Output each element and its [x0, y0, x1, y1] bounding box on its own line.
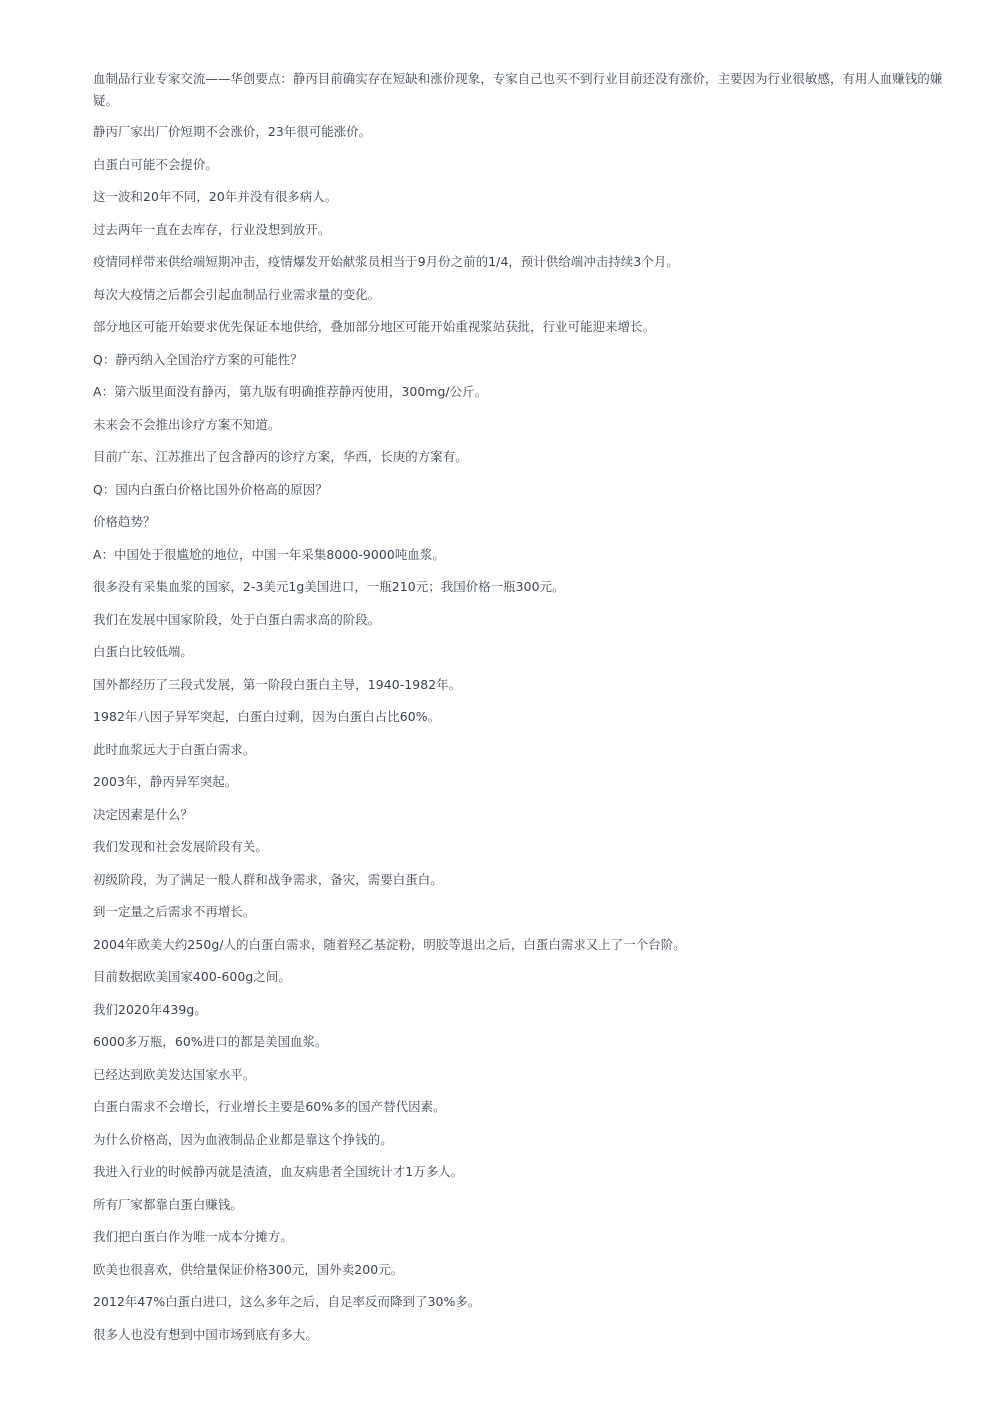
paragraph: 2004年欧美大约250g/人的白蛋白需求，随着羟乙基淀粉，明胶等退出之后，白蛋白需求又上了一个台阶。: [93, 936, 686, 952]
paragraph: 6000多万瓶，60%进口的都是美国血浆。: [93, 1034, 328, 1049]
paragraph: 白蛋白比较低端。: [93, 644, 193, 659]
paragraph: 我进入行业的时候静丙就是渣渣，血友病患者全国统计才1万多人。: [93, 1164, 464, 1179]
paragraph: 过去两年一直在去库存，行业没想到放开。: [93, 221, 331, 237]
answer: A：中国处于很尴尬的地位，中国一年采集8000-9000吨血浆。: [93, 546, 445, 562]
paragraph: 已经达到欧美发达国家水平。: [93, 1066, 256, 1082]
paragraph: 部分地区可能开始要求优先保证本地供给，叠加部分地区可能开始重视浆站获批，行业可能迎来增长。: [93, 319, 656, 334]
paragraph: 白蛋白需求不会增长，行业增长主要是60%多的国产替代因素。: [93, 1099, 446, 1114]
paragraph: 2003年，静丙异军突起。: [93, 774, 238, 789]
document-page: [93, 68, 953, 1356]
paragraph: 2012年47%白蛋白进口，这么多年之后，自足率反而降到了30%多。: [93, 1294, 481, 1309]
answer: A：第六版里面没有静丙，第九版有明确推荐静丙使用，300mg/公斤。: [93, 384, 488, 399]
question: Q：静丙纳入全国治疗方案的可能性？: [93, 351, 303, 367]
paragraph: 此时血浆远大于白蛋白需求。: [93, 741, 256, 757]
paragraph: 我们在发展中国家阶段，处于白蛋白需求高的阶段。: [93, 611, 381, 627]
paragraph: 1982年八因子异军突起，白蛋白过剩，因为白蛋白占比60%。: [93, 709, 441, 724]
paragraph: 所有厂家都靠白蛋白赚钱。: [93, 1196, 243, 1212]
paragraph: 我们2020年439g。: [93, 1001, 207, 1017]
paragraph: 为什么价格高，因为血液制品企业都是靠这个挣钱的。: [93, 1131, 393, 1147]
paragraph: 很多人也没有想到中国市场到底有多大。: [93, 1326, 318, 1342]
paragraph: 我们发现和社会发展阶段有关。: [93, 839, 268, 854]
paragraph: 我们把白蛋白作为唯一成本分摊方。: [93, 1229, 293, 1244]
paragraph: 决定因素是什么？: [93, 806, 193, 822]
question: 价格趋势？: [93, 514, 156, 529]
paragraph: 白蛋白可能不会提价。: [93, 156, 218, 172]
paragraph: 欧美也很喜欢，供给量保证价格300元，国外卖200元。: [93, 1261, 404, 1277]
paragraph: 每次大疫情之后都会引起血制品行业需求量的变化。: [93, 286, 381, 302]
paragraph: 目前广东、江苏推出了包含静丙的诊疗方案，华西，长庚的方案有。: [93, 449, 468, 464]
paragraph: 这一波和20年不同，20年并没有很多病人。: [93, 189, 338, 204]
paragraph: 国外都经历了三段式发展，第一阶段白蛋白主导，1940-1982年。: [93, 676, 462, 692]
paragraph: 目前数据欧美国家400-600g之间。: [93, 969, 291, 984]
paragraph: 很多没有采集血浆的国家，2-3美元1g美国进口，一瓶210元；我国价格一瓶300元。: [93, 579, 565, 594]
paragraph: 静丙厂家出厂价短期不会涨价，23年很可能涨价。: [93, 124, 372, 139]
paragraph: 疫情同样带来供给端短期冲击，疫情爆发开始献浆员相当于9月份之前的1/4，预计供给端冲击持续3个月。: [93, 254, 679, 269]
paragraph: 初级阶段，为了满足一般人群和战争需求，备灾，需要白蛋白。: [93, 871, 443, 887]
question: Q：国内白蛋白价格比国外价格高的原因？: [93, 481, 328, 497]
paragraph-summary: 血制品行业专家交流——华创要点：静丙目前确实存在短缺和涨价现象，专家自己也买不到行业目前还没有涨价，主要因为行业很敏感，有用人血赚钱的嫌疑。: [93, 71, 943, 108]
paragraph: 到一定量之后需求不再增长。: [93, 904, 256, 919]
paragraph: 未来会不会推出诊疗方案不知道。: [93, 416, 281, 432]
